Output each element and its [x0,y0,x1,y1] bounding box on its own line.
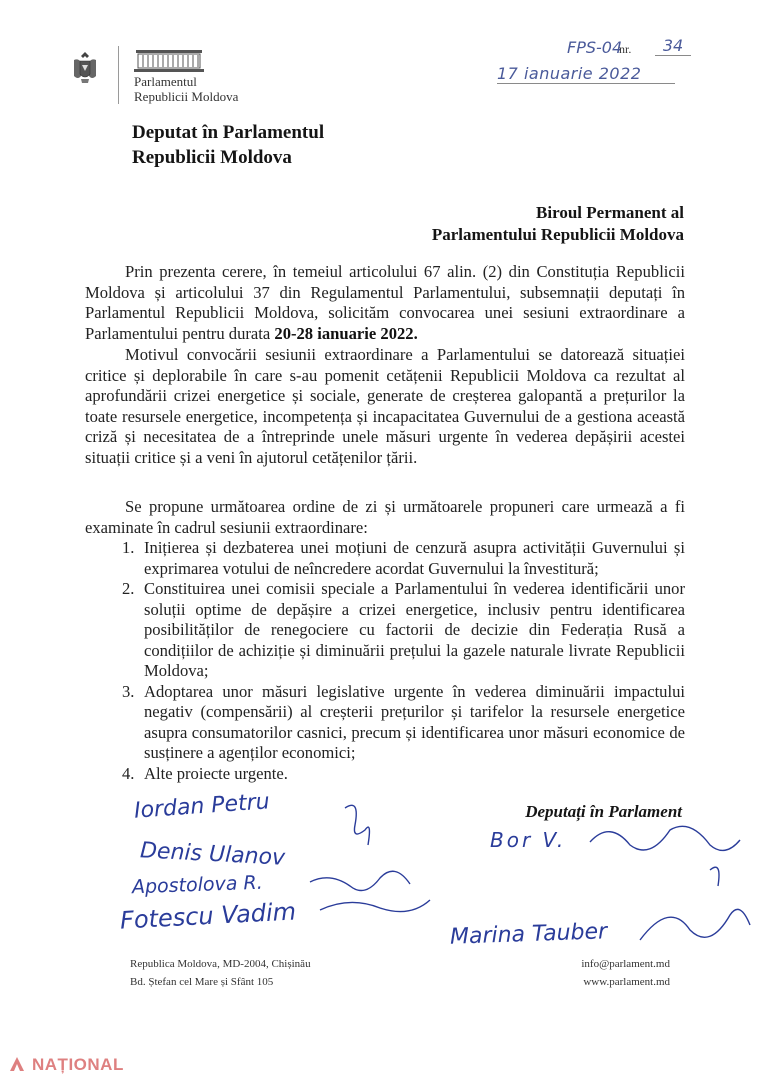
watermark-text: NAȚIONAL [32,1055,124,1074]
registration-date: 17 ianuarie 2022 [497,64,675,84]
signature-stroke [310,871,410,890]
paragraph-motive: Motivul convocării sesiunii extraordinare a Parlamentului se datorează situației critice și deplorabile în care s-au pomenit cetățenii Republicii Moldova ca rezultat al aprofundării crizei energetice și sociale, generate de creșterea galopantă a prețurilor la toate resursele energetice, incompetența și incapacitatea Guvernului de a gestiona această criză și necesitatea de a întreprinde unele măsuri urgente în vederea depășirii acestei situații critice și a veni în ajutorul cetățenilor țării. [85,345,685,467]
agenda-item [116,579,685,682]
sender-line2: Republicii Moldova [132,147,292,168]
agenda-item-text: Alte proiecte urgente. [144,763,288,783]
signature-scribbles [110,790,760,950]
agenda-item-text: Adoptarea unor măsuri legislative urgente în vederea diminuării impactului negativ (compensării) al creșterii prețurilor și tarifelor la resursele energetice asupra consumatorilor casnici, precum și identificarea unor măsuri economice de susținere a agenților economici; [144,681,685,762]
paragraph-request-text: Prin prezenta cerere, în temeiul articolului 67 alin. (2) din Constituția Republicii Moldova și articolului 37 din Regulamentul Parlamentului, subsemnații deputați în Parlamentul Republicii Moldova, solicităm convocarea unei sesiuni extraordinare a Parlamentului pentru durata [85,262,685,343]
signature-stroke [345,805,369,845]
addressee-line1: Biroul Permanent al [536,203,684,222]
signature-stroke [640,909,750,940]
sender-block [132,120,324,170]
footer-contacts [581,955,670,991]
signature-stroke [320,900,430,912]
header-divider [118,46,119,104]
paragraph-request [85,262,685,344]
registration-nr-label: nr. [619,42,632,56]
agenda-item-text: Inițierea și dezbaterea unei moțiuni de cenzură asupra activității Guvernului și exprimarea votului de neîncredere acordat Guvernului la învestitură; [144,538,685,578]
coat-of-arms-icon [72,50,98,86]
sender-line1: Deputat în Parlamentul [132,122,325,143]
signature-stroke [590,826,740,850]
signatures-area [110,790,760,950]
watermark [8,1055,124,1075]
signature-name: Marina Tauber [449,919,608,950]
institution-line1: Parlamentul [134,74,197,89]
signature-name: Fotescu Vadim [119,897,297,935]
agenda-item [116,764,685,785]
registration-stamp [497,30,707,90]
parliament-building-icon [134,46,204,74]
agenda-list [116,538,685,784]
agenda-item-number: 3. [122,681,135,701]
registration-code: FPS-04 [567,38,623,57]
footer-address [130,955,311,991]
footer-address-line2: Bd. Ștefan cel Mare și Sfânt 105 [130,976,274,988]
agenda-item-number: 2. [122,579,135,598]
registration-number: 34 [655,36,691,56]
signature-name: Iordan Petru [133,789,271,824]
addressee-block [432,202,684,246]
signature-name: Apostolova R. [131,871,264,899]
footer-address-line1: Republica Moldova, MD-2004, Chișinău [130,958,311,970]
agenda-item-number: 1. [122,538,135,557]
signature-stroke [710,867,719,886]
footer-email: info@parlament.md [581,958,670,970]
agenda-item-text: Constituirea unei comisii speciale a Parlamentului în vederea identificării unor soluții optime de depășire a crizei energetice, inclusiv pentru identificarea posibilităților de renegociere cu factorii de decizie din Federația Rusă a condițiilor de achiziție și diminuării prețului la gazele naturale livrate Republicii Moldova; [144,579,685,680]
session-dates: 20-28 ianuarie 2022. [274,323,418,343]
agenda-item [116,682,685,764]
institution-name [134,74,238,104]
signature-name: Denis Ulanov [139,838,286,871]
institution-line2: Republicii Moldova [134,89,239,104]
watermark-logo-icon [8,1055,26,1073]
footer-website: www.parlament.md [583,976,670,988]
signature-name: Bor V. [490,828,567,852]
deputies-title: Deputați în Parlament [525,802,682,821]
addressee-line2: Parlamentului Republicii Moldova [431,225,684,244]
agenda-item [116,538,685,579]
agenda-item-number: 4. [122,763,135,783]
paragraph-agenda-intro: Se propune următoarea ordine de zi și următoarele propuneri care urmează a fi examinate în cadrul sesiunii extraordinare: [85,497,685,537]
